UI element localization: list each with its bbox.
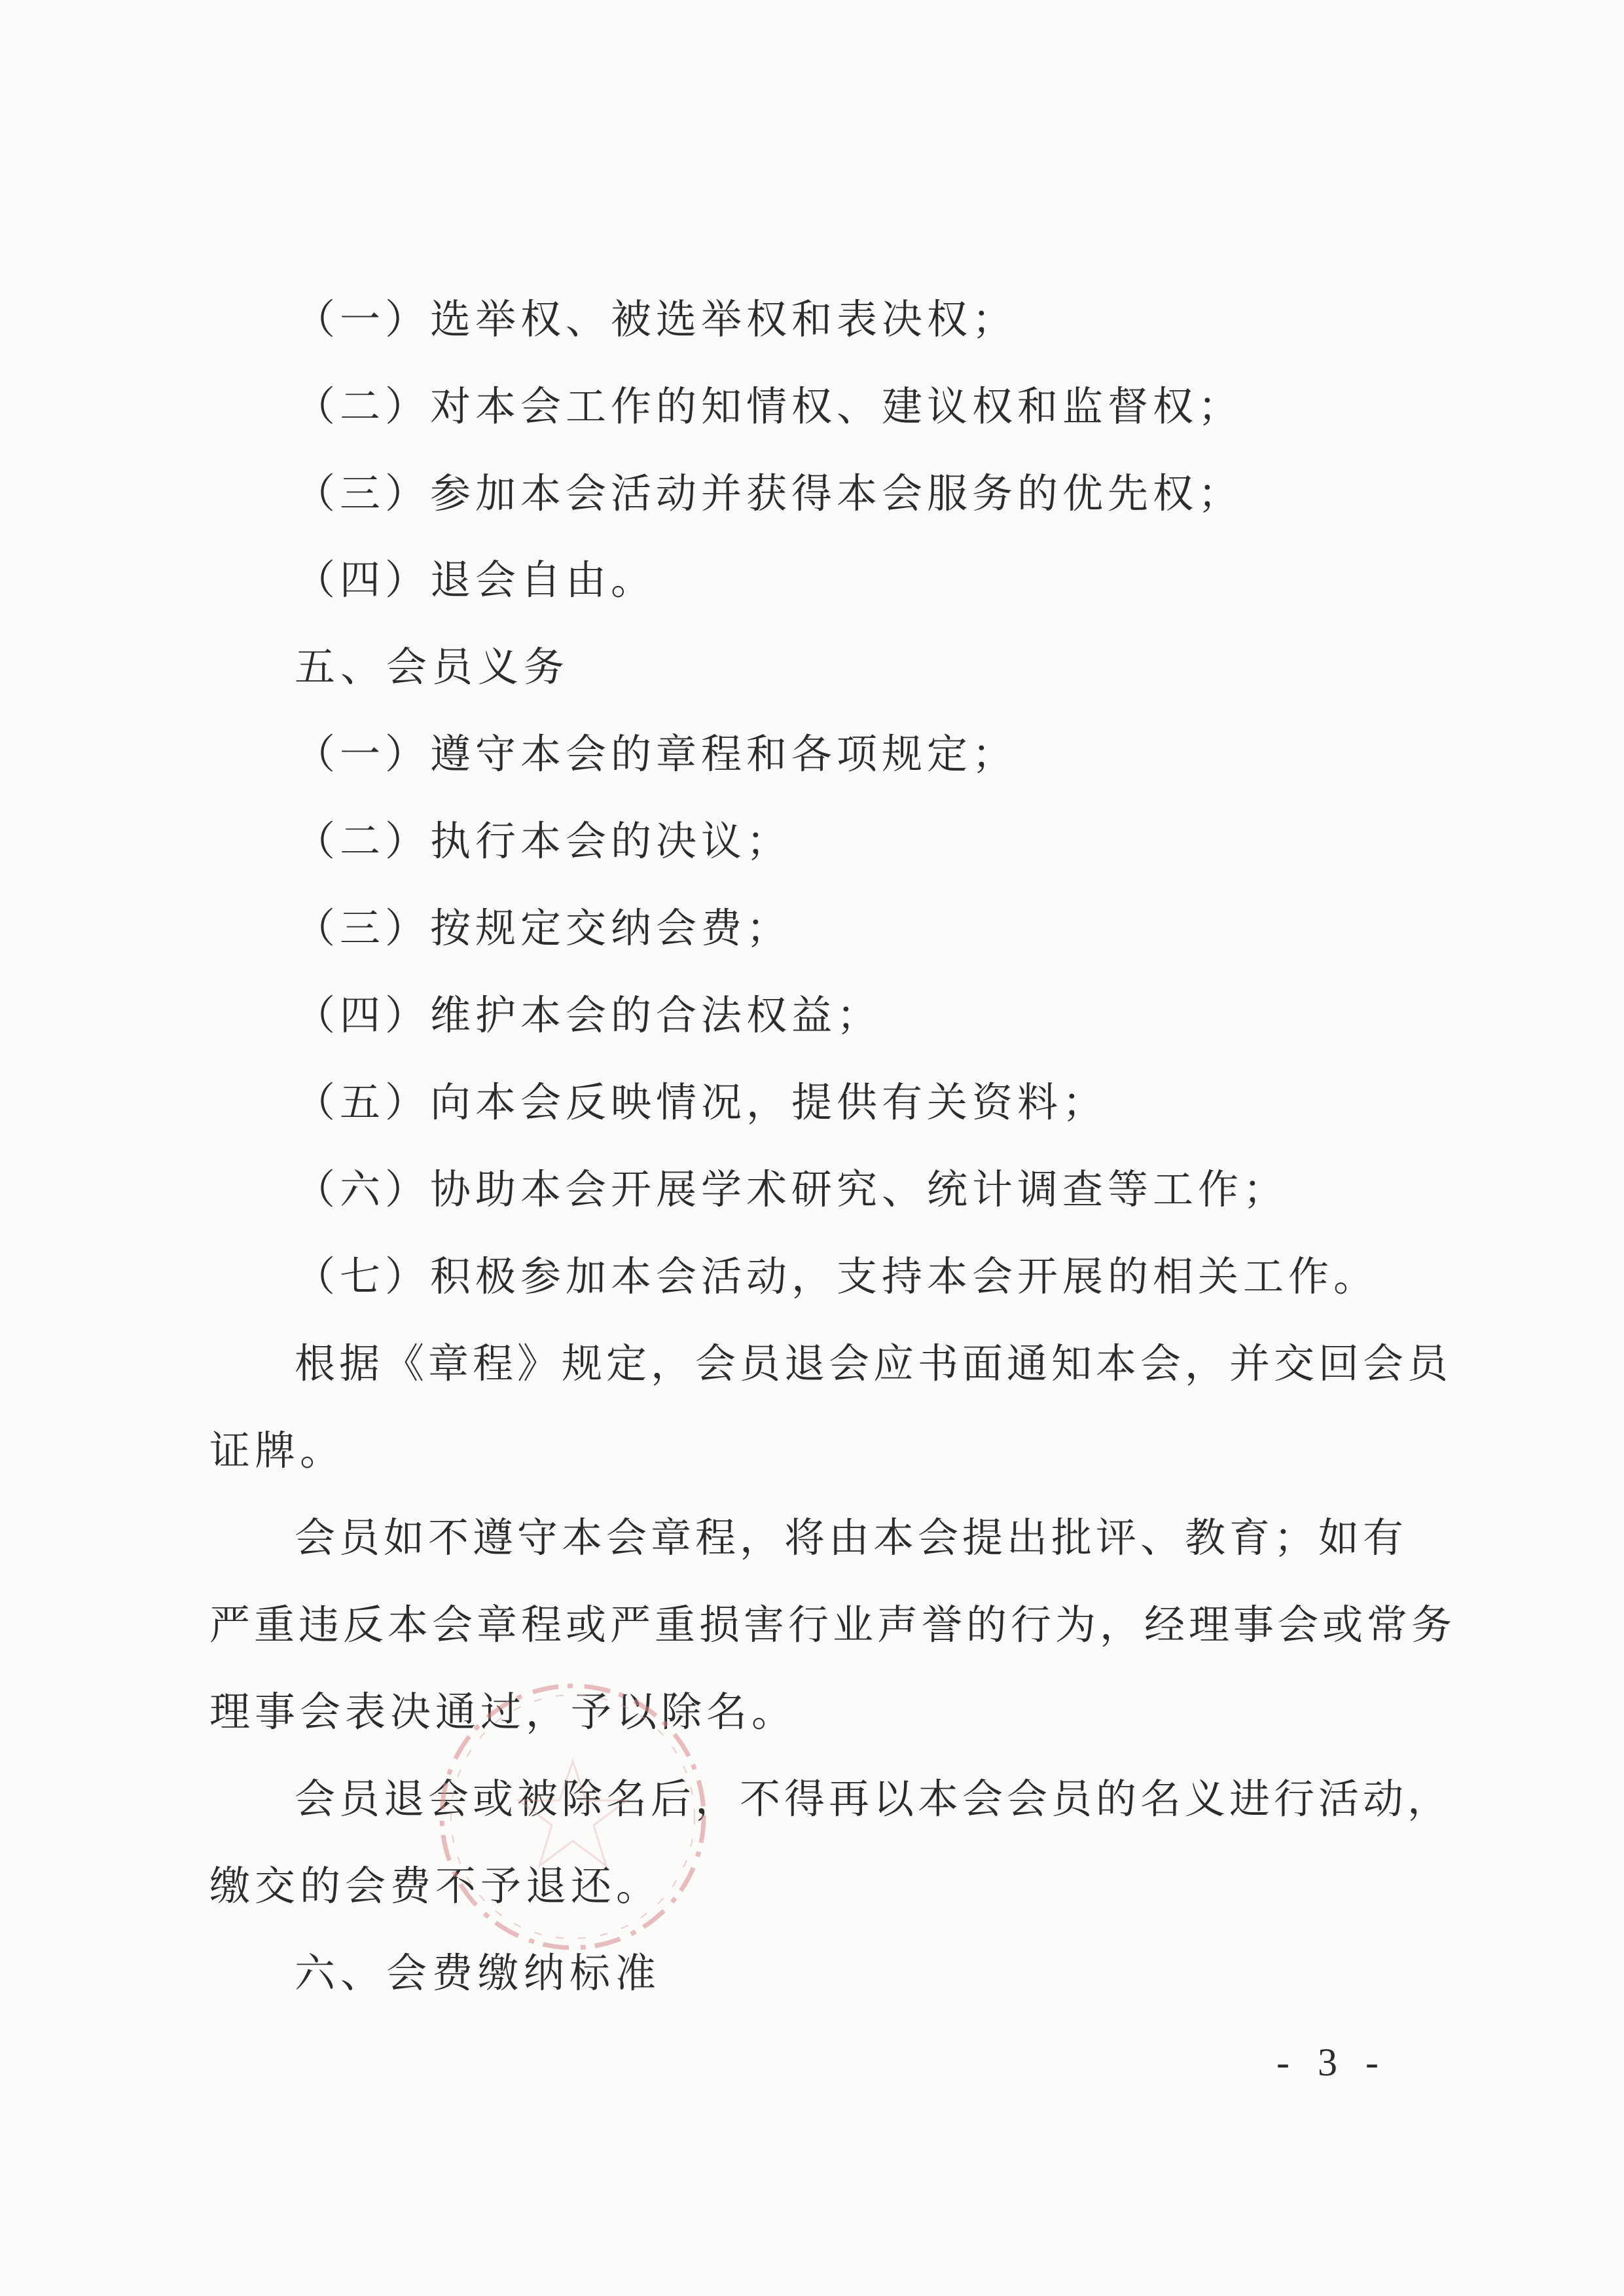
paragraph-withdrawal-line-2: 证牌。 — [209, 1427, 346, 1474]
section-heading-fee-standard: 六、会费缴纳标准 — [295, 1949, 662, 1997]
duty-item-7: （七）积极参加本会活动，支持本会开展的相关工作。 — [295, 1252, 1379, 1300]
paragraph-after-removal-line-1: 会员退会或被除名后，不得再以本会会员的名义进行活动， — [295, 1775, 1453, 1823]
page-number: - 3 - — [1276, 2041, 1388, 2084]
paragraph-expulsion-line-2: 严重违反本会章程或严重损害行业声誉的行为，经理事会或常务 — [209, 1601, 1456, 1649]
rights-item-2: （二）对本会工作的知情权、建议权和监督权； — [295, 382, 1244, 430]
duty-item-4: （四）维护本会的合法权益； — [295, 991, 882, 1039]
paragraph-expulsion-line-1: 会员如不遵守本会章程，将由本会提出批评、教育；如有 — [295, 1514, 1408, 1561]
duty-item-2: （二）执行本会的决议； — [295, 817, 792, 865]
section-heading-member-duties: 五、会员义务 — [295, 643, 570, 691]
official-seal-stamp — [432, 1676, 713, 1958]
paragraph-expulsion-line-3: 理事会表决通过，予以除名。 — [209, 1688, 797, 1736]
rights-item-3: （三）参加本会活动并获得本会服务的优先权； — [295, 469, 1244, 517]
duty-item-6: （六）协助本会开展学术研究、统计调查等工作； — [295, 1165, 1289, 1213]
duty-item-1: （一）遵守本会的章程和各项规定； — [295, 730, 1018, 778]
paragraph-withdrawal-line-1: 根据《章程》规定，会员退会应书面通知本会，并交回会员 — [295, 1339, 1453, 1387]
duty-item-3: （三）按规定交纳会费； — [295, 904, 792, 952]
duty-item-5: （五）向本会反映情况，提供有关资料； — [295, 1078, 1108, 1126]
paragraph-after-removal-line-2: 缴交的会费不予退还。 — [209, 1862, 662, 1910]
rights-item-1: （一）选举权、被选举权和表决权； — [295, 295, 1018, 343]
rights-item-4: （四）退会自由。 — [295, 556, 657, 604]
